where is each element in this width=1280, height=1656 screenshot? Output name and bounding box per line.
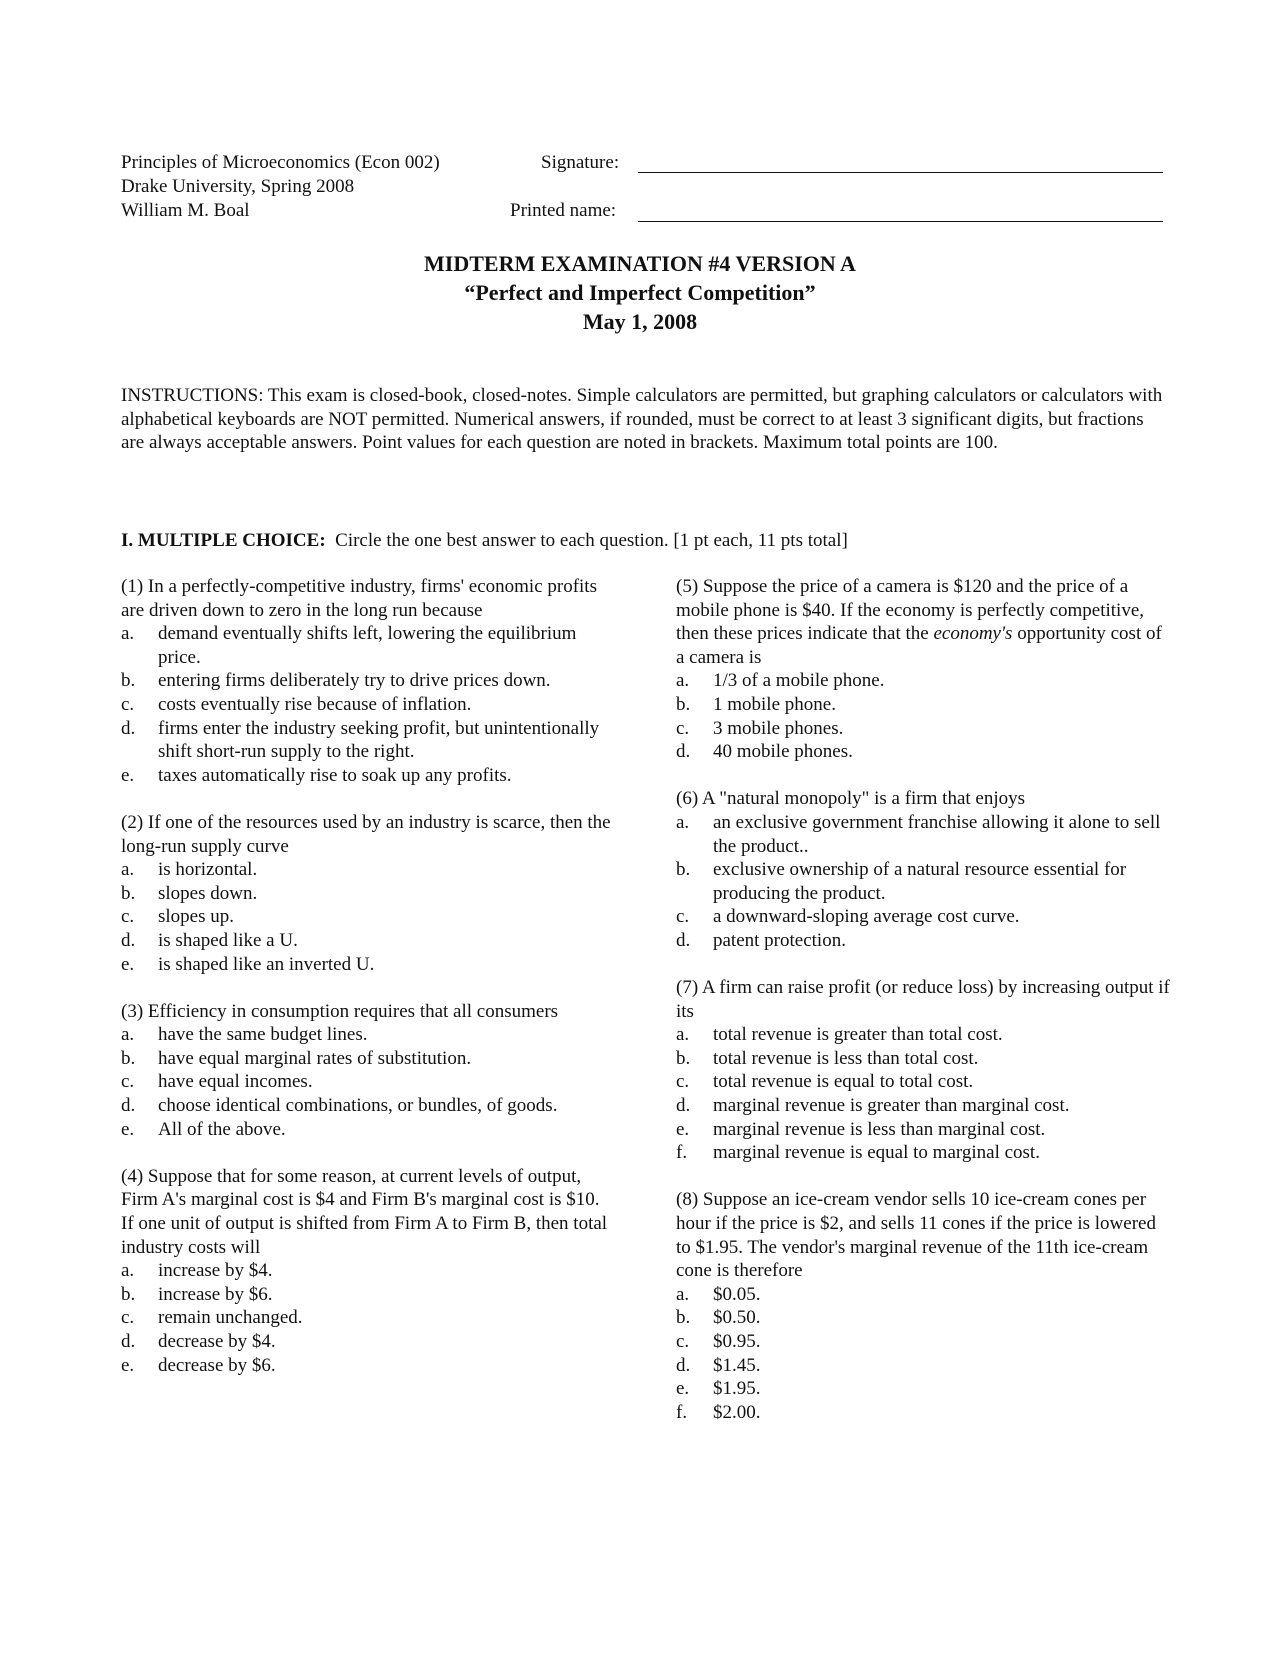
choice-7d[interactable]: d. marginal revenue is greater than marginal cost.	[676, 1095, 1070, 1117]
choice-2a[interactable]: a. is horizontal.	[121, 859, 258, 881]
section-title: I. MULTIPLE CHOICE:	[121, 530, 326, 551]
question-5	[676, 575, 1172, 764]
choice-5a[interactable]: a. 1/3 of a mobile phone.	[676, 670, 885, 692]
choice-3e[interactable]: e. All of the above.	[121, 1118, 286, 1140]
question-8	[676, 1188, 1172, 1424]
choice-4d[interactable]: d. decrease by $4.	[121, 1331, 276, 1352]
question-stem: (4) Suppose that for some reason, at current levels of output, Firm A's marginal cost is $4 and Firm B's marginal cost is $10. If one unit of output is shifted from Firm A to Firm B, then total industry costs will	[121, 1165, 608, 1258]
choice-6a[interactable]: a. an exclusive government franchise allowing it alone to sell the product..	[676, 811, 1161, 857]
signature-field[interactable]	[638, 172, 1163, 173]
choice-2c[interactable]: c. slopes up.	[121, 906, 234, 928]
choice-8c[interactable]: c. $0.95.	[676, 1331, 761, 1352]
choice-7f[interactable]: f. marginal revenue is equal to marginal cost.	[676, 1142, 1040, 1164]
choice-4a[interactable]: a. increase by $4.	[121, 1260, 273, 1282]
choice-8a[interactable]: a. $0.05.	[676, 1283, 761, 1305]
choice-4e[interactable]: e. decrease by $6.	[121, 1354, 276, 1376]
question-4	[121, 1165, 611, 1377]
choice-5b[interactable]: b. 1 mobile phone.	[676, 693, 836, 715]
choice-1a[interactable]: a. demand eventually shifts left, lowering the equilibrium price.	[121, 623, 577, 668]
exam-title	[0, 249, 1280, 336]
choice-4c[interactable]: c. remain unchanged.	[121, 1307, 303, 1329]
questions-left-column	[121, 575, 611, 1401]
choice-2e[interactable]: e. is shaped like an inverted U.	[121, 953, 375, 975]
choice-6b[interactable]: b. exclusive ownership of a natural resource essential for producing the product.	[676, 859, 1127, 904]
question-stem: (3) Efficiency in consumption requires that all consumers	[121, 1000, 559, 1022]
printed-name-field[interactable]	[638, 221, 1163, 222]
university-term: Drake University, Spring 2008	[121, 176, 355, 197]
printed-name-label: Printed name:	[510, 200, 617, 221]
question-stem: (2) If one of the resources used by an industry is scarce, then the long-run supply curve	[121, 811, 611, 857]
question-3	[121, 1000, 611, 1142]
choice-1d[interactable]: d. firms enter the industry seeking profit, but unintentionally shift short-run supply to the right.	[121, 717, 600, 763]
course-name: Principles of Microeconomics (Econ 002)	[121, 152, 440, 173]
choice-1e[interactable]: e. taxes automatically rise to soak up any profits.	[121, 764, 512, 786]
choice-3d[interactable]: d. choose identical combinations, or bundles, of goods.	[121, 1095, 558, 1117]
choice-7c[interactable]: c. total revenue is equal to total cost.	[676, 1071, 974, 1093]
exam-date: May 1, 2008	[582, 309, 698, 334]
question-6	[676, 787, 1172, 952]
choice-2b[interactable]: b. slopes down.	[121, 882, 258, 904]
question-stem: (5) Suppose the price of a camera is $120 and the price of a mobile phone is $40. If the economy is perfectly competitive, then these prices indicate that the economy's opportunity cost of a camera is	[676, 576, 1162, 668]
choice-6d[interactable]: d. patent protection.	[676, 929, 846, 951]
choice-8b[interactable]: b. $0.50.	[676, 1307, 761, 1329]
exam-subtitle: “Perfect and Imperfect Competition”	[464, 280, 816, 305]
instructor-name: William M. Boal	[121, 200, 250, 221]
choice-5c[interactable]: c. 3 mobile phones.	[676, 717, 844, 739]
choice-7b[interactable]: b. total revenue is less than total cost.	[676, 1047, 979, 1069]
choice-2d[interactable]: d. is shaped like a U.	[121, 929, 298, 951]
question-stem: (8) Suppose an ice-cream vendor sells 10 ice-cream cones per hour if the price is $2, and sells 11 cones if the price is lowered to $1.95. The vendor's marginal revenue of the 11th ice-cream cone is therefore	[676, 1189, 1156, 1282]
question-stem: (7) A firm can raise profit (or reduce loss) by increasing output if its	[676, 977, 1170, 1022]
question-1	[121, 575, 611, 787]
choice-1c[interactable]: c. costs eventually rise because of inflation.	[121, 693, 472, 715]
question-stem: (6) A "natural monopoly" is a firm that enjoys	[676, 788, 1026, 810]
choice-3c[interactable]: c. have equal incomes.	[121, 1071, 313, 1093]
choice-4b[interactable]: b. increase by $6.	[121, 1283, 273, 1305]
choice-3b[interactable]: b. have equal marginal rates of substitution.	[121, 1047, 472, 1069]
choice-7a[interactable]: a. total revenue is greater than total cost.	[676, 1024, 1003, 1046]
choice-1b[interactable]: b. entering firms deliberately try to drive prices down.	[121, 670, 551, 692]
section-instructions: Circle the one best answer to each question. [1 pt each, 11 pts total]	[335, 530, 848, 551]
italic-emphasis: economy's	[933, 623, 1013, 645]
section-heading	[121, 529, 848, 553]
choice-8f[interactable]: f. $2.00.	[676, 1401, 761, 1423]
choice-7e[interactable]: e. marginal revenue is less than marginal cost.	[676, 1118, 1046, 1140]
instructions-paragraph: INSTRUCTIONS: This exam is closed-book, closed-notes. Simple calculators are permitted, but graphing calculators or calculators with alphabetical keyboards are NOT permitted. Numerical answers, if rounded, must be correct to at least 3 significant digits, but fractions are always acceptable answers. Point values for each question are noted in brackets. Maximum total points are 100.	[121, 385, 1163, 454]
question-2	[121, 811, 611, 976]
question-7	[676, 976, 1172, 1165]
exam-title-line: MIDTERM EXAMINATION #4 VERSION A	[424, 251, 856, 276]
choice-3a[interactable]: a. have the same budget lines.	[121, 1024, 368, 1046]
choice-8d[interactable]: d. $1.45.	[676, 1354, 761, 1376]
choice-5d[interactable]: d. 40 mobile phones.	[676, 741, 853, 763]
signature-label: Signature:	[541, 152, 620, 173]
question-stem: (1) In a perfectly-competitive industry, firms' economic profits are driven down to zero in the long run because	[121, 576, 597, 621]
choice-6c[interactable]: c. a downward-sloping average cost curve.	[676, 906, 1020, 928]
questions-right-column	[676, 575, 1172, 1448]
choice-8e[interactable]: e. $1.95.	[676, 1378, 761, 1400]
